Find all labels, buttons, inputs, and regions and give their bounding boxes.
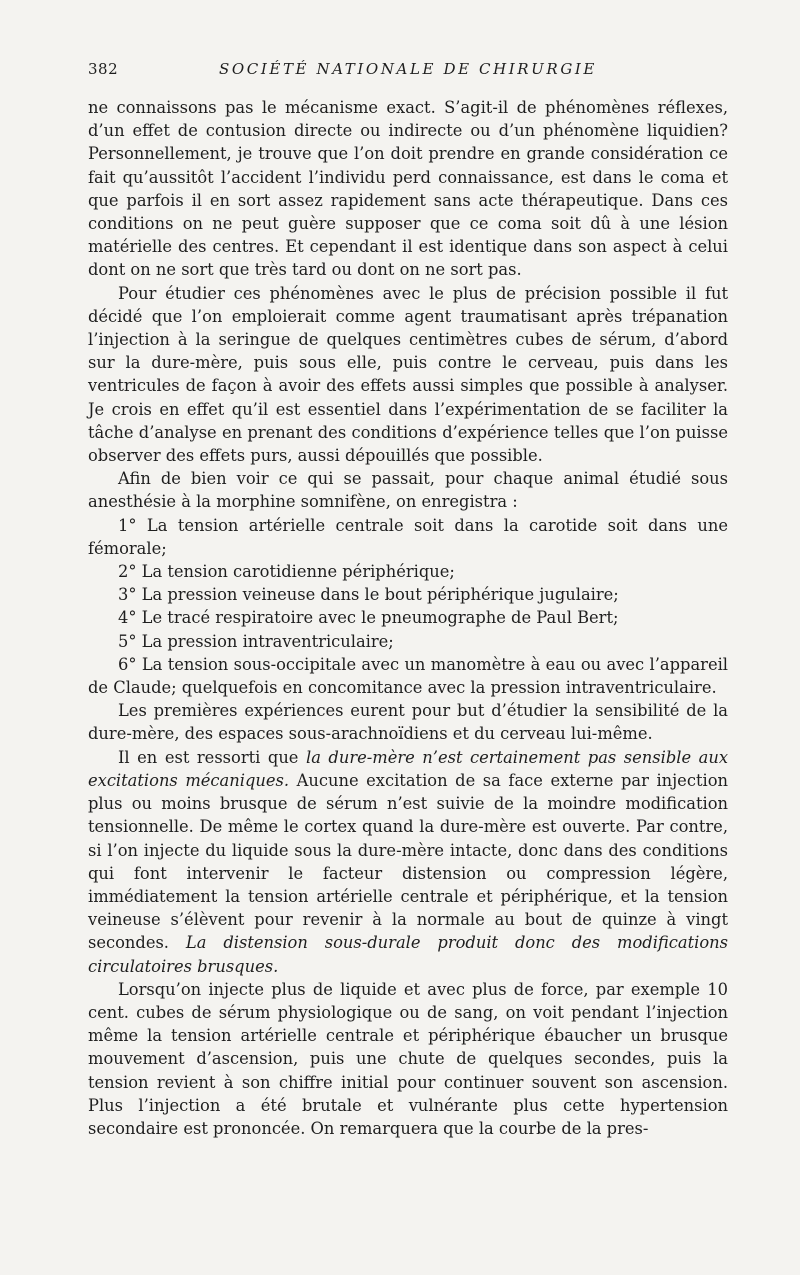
running-title: SOCIÉTÉ NATIONALE DE CHIRURGIE — [219, 60, 597, 78]
text-run: Il en est ressorti que — [118, 747, 306, 767]
list-item: 5° La pression intraventriculaire; — [118, 631, 394, 651]
text-run: Aucune excitation de sa face externe par injection plus ou moins brusque de sérum n’est suivie de la moindre modification tensionnelle. De même le cortex quand la dure-mère est ouverte. Par contre, si l’on injecte du liquide sous la dure-mère intacte, donc dans des conditions qui font intervenir le facteur distension ou compression légère, immédiatement la tension artérielle centrale et périphérique, et la tension veineuse s’élèvent pour revenir à la normale au bout de quinze à vingt secondes. — [88, 770, 728, 953]
list-item: 4° Le tracé respiratoire avec le pneumographe de Paul Bert; — [118, 608, 619, 628]
list-item: 1° La tension artérielle centrale soit dans la carotide soit dans une fémorale; — [88, 515, 728, 558]
page-header — [88, 58, 728, 86]
list-item: 3° La pression veineuse dans le bout périphérique jugulaire; — [118, 585, 619, 605]
italic-emphasis: la dure-mère n’est certainement pas sensible aux excitations mécaniques. — [88, 747, 728, 790]
list-item: 6° La tension sous-occipitale avec un manomètre à eau ou avec l’appareil de Claude; quelquefois en concomitance avec la pression intraventriculaire. — [88, 654, 728, 698]
italic-emphasis: La distension sous-durale produit donc des modifications circulatoires brusques. — [88, 933, 728, 976]
paragraph: Les premières expériences eurent pour but d’étudier la sensibilité de la dure-mère, des espaces sous-arachnoïdiens et du cerveau lui-même. — [88, 701, 728, 744]
body-text — [88, 96, 728, 1140]
paragraph: Afin de bien voir ce qui se passait, pour chaque animal étudié sous anesthésie à la morphine somnifène, on enregistra : — [88, 469, 728, 512]
paragraph: Lorsqu’on injecte plus de liquide et avec plus de force, par exemple 10 cent. cubes de sérum physiologique ou de sang, on voit pendant l’injection même la tension artérielle centrale et périphérique ébaucher un brusque mouvement d’ascension, puis une chute de quelques secondes, puis la tension revient à son chiffre initial pour continuer souvent son ascension. Plus l’injection a été brutale et vulnérante plus cette hypertension secondaire est prononcée. On remarquera que la courbe de la pres- — [88, 979, 728, 1138]
list-item: 2° La tension carotidienne périphérique; — [118, 562, 455, 582]
paragraph: Pour étudier ces phénomènes avec le plus de précision possible il fut décidé que l’on emploierait comme agent traumatisant après trépanation l’injection à la seringue de quelques centimètres cubes de sérum, d’abord sur la dure-mère, puis sous elle, puis contre le cerveau, puis dans les ventricules de façon à avoir des effets aussi simples que possible à analyser. Je crois en effet qu’il est essentiel dans l’expérimentation de se faciliter la tâche d’analyse en prenant des conditions d’expérience telles que l’on puisse observer des effets purs, aussi dépouillés que possible. — [88, 283, 728, 466]
paragraph: ne connaissons pas le mécanisme exact. S’agit-il de phénomènes réflexes, d’un effet de contusion directe ou indirecte ou d’un phénomène liquidien? Personnellement, je trouve que l’on doit prendre en grande considération ce fait qu’aussitôt l’accident l’individu perd connaissance, est dans le coma et que parfois il en sort assez rapidement sans acte thérapeutique. Dans ces conditions on ne peut guère supposer que ce coma soit dû à une lésion matérielle des centres. Et cependant il est identique dans son aspect à celui dont on ne sort que très tard ou dont on ne sort pas. — [88, 98, 728, 280]
paragraph — [88, 746, 728, 978]
page-number: 382 — [88, 60, 119, 78]
document-page — [88, 58, 728, 1140]
